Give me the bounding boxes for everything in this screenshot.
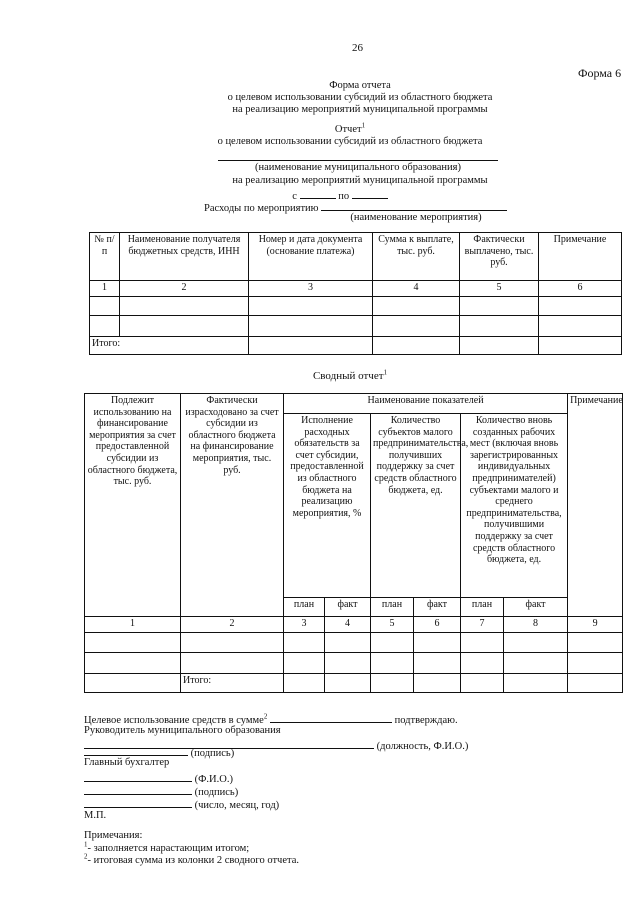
t2-colnum-1: 1	[85, 617, 181, 633]
t2-header-execution: Исполнение расходных обязательств за счет субсидии, предоставленной из областного бюджета на реализацию мероприятия, %	[284, 414, 371, 598]
note-2	[84, 852, 299, 867]
note-2-footnote: 2	[84, 852, 88, 861]
t1-colnum-2: 2	[120, 281, 249, 297]
notes-title: Примечания:	[84, 830, 143, 841]
accountant-fio-field	[84, 771, 192, 782]
recipients-table	[89, 232, 622, 355]
t1-header-paid: Фактически выплачено, тыс. руб.	[460, 233, 539, 281]
purpose-footnote: 2	[263, 712, 268, 721]
t2-empty-row	[85, 653, 623, 674]
t2-colnum-9: 9	[568, 617, 623, 633]
accountant-label: Главный бухгалтер	[84, 757, 170, 768]
period-from-field	[300, 188, 336, 199]
t2-header-indicators: Наименование показателей	[284, 394, 568, 414]
period-to-label: по	[338, 191, 350, 202]
activity-caption: (наименование мероприятия)	[350, 212, 482, 223]
t2-header-note: Примечание	[568, 394, 623, 617]
period-from-label: с	[292, 191, 297, 202]
t2-colnum-8: 8	[504, 617, 568, 633]
t2-colnum-3: 3	[284, 617, 325, 633]
t2-plan-3: план	[461, 598, 504, 617]
t1-total-cell	[373, 337, 460, 355]
muni-name-line	[218, 160, 498, 161]
head-signature-field	[84, 745, 188, 756]
accountant-fio-caption: (Ф.И.О.)	[194, 774, 233, 785]
t2-plan-1: план	[284, 598, 325, 617]
t1-colnum-3: 3	[249, 281, 373, 297]
t2-colnum-5: 5	[371, 617, 414, 633]
purpose-text: Целевое использование средств в сумме	[84, 715, 264, 726]
report-title-footnote: 1	[361, 121, 366, 130]
t1-colnum-6: 6	[539, 281, 622, 297]
confirm-text: подтверждаю.	[394, 715, 458, 726]
header-line-2: о целевом использовании субсидий из областного бюджета	[227, 92, 493, 103]
t1-colnum-5: 5	[460, 281, 539, 297]
t2-header-spent: Фактически израсходовано за счет субсидии из областного бюджета на финансирование мероприятия, тыс. руб.	[181, 394, 284, 617]
t1-header-document: Номер и дата документа (основание платежа)	[249, 233, 373, 281]
note-1-footnote: 1	[84, 840, 88, 849]
t2-header-small-business-count: Количество субъектов малого предпринимательства, получивших поддержку за счет средств областного бюджета, ед.	[371, 414, 461, 598]
report-subtitle: о целевом использовании субсидий из областного бюджета	[217, 136, 483, 147]
page-number: 26	[352, 42, 363, 54]
t1-colnum-4: 4	[373, 281, 460, 297]
t1-colnum-1: 1	[90, 281, 120, 297]
form-header	[190, 80, 530, 116]
t2-header-planned: Подлежит использованию на финансирование мероприятия за счет предоставленной субсидии из областного бюджета, тыс. руб.	[85, 394, 181, 617]
summary-table	[84, 393, 623, 693]
t1-empty-row	[90, 297, 622, 316]
summary-title: Сводный отчет	[312, 370, 384, 382]
position-caption: (должность, Ф.И.О.)	[376, 741, 469, 752]
accountant-signature-field	[84, 784, 192, 795]
stamp-label: М.П.	[84, 810, 107, 821]
t1-total-cell	[539, 337, 622, 355]
t2-colnum-2: 2	[181, 617, 284, 633]
date-field	[84, 797, 192, 808]
note-1	[84, 840, 250, 855]
report-title-block	[190, 121, 510, 148]
t1-empty-row	[90, 316, 622, 337]
t2-colnum-7: 7	[461, 617, 504, 633]
t1-total-cell	[249, 337, 373, 355]
t2-total-blank	[85, 674, 181, 693]
t2-colnum-4: 4	[325, 617, 371, 633]
head-label: Руководитель муниципального образования	[84, 725, 281, 736]
note-1-text: - заполняется нарастающим итогом;	[87, 843, 250, 854]
summary-title-footnote: 1	[383, 368, 388, 377]
t1-total-label: Итого:	[90, 337, 249, 355]
report-title: Отчет	[334, 124, 362, 135]
form-label: Форма 6	[578, 66, 622, 80]
expenses-label: Расходы по мероприятию	[204, 203, 319, 214]
expenses-field	[321, 200, 507, 211]
t2-plan-2: план	[371, 598, 414, 617]
header-line-3: на реализацию мероприятий муниципальной программы	[232, 104, 488, 115]
note-2-text: - итоговая сумма из колонки 2 сводного отчета.	[87, 855, 299, 866]
period-to-field	[352, 188, 388, 199]
header-line-1: Форма отчета	[329, 80, 391, 91]
t1-total-cell	[460, 337, 539, 355]
t1-header-num: № п/п	[90, 233, 120, 281]
purpose-amount-field	[270, 712, 392, 723]
accountant-signature-caption: (подпись)	[194, 787, 239, 798]
t1-header-note: Примечание	[539, 233, 622, 281]
t2-header-new-jobs: Количество вновь созданных рабочих мест (включая вновь зарегистрированных индивидуальных предпринимателей) субъектами малого и среднего предпринимательства, получившими поддержку за счет средств областного бюджета, ед.	[461, 414, 568, 598]
date-line	[84, 797, 279, 812]
t2-fact-1: факт	[325, 598, 371, 617]
t2-empty-row	[85, 633, 623, 653]
date-caption: (число, месяц, год)	[194, 800, 280, 811]
t2-total-label: Итого:	[181, 674, 284, 693]
t2-fact-3: факт	[504, 598, 568, 617]
t1-header-amount-due: Сумма к выплате, тыс. руб.	[373, 233, 460, 281]
program-line: на реализацию мероприятий муниципальной программы	[232, 175, 488, 186]
summary-title-block	[280, 370, 420, 382]
t2-colnum-6: 6	[414, 617, 461, 633]
t2-fact-2: факт	[414, 598, 461, 617]
t1-header-recipient: Наименование получателя бюджетных средств, ИНН	[120, 233, 249, 281]
head-signature-caption: (подпись)	[190, 748, 235, 759]
muni-caption: (наименование муниципального образования)	[254, 162, 462, 173]
